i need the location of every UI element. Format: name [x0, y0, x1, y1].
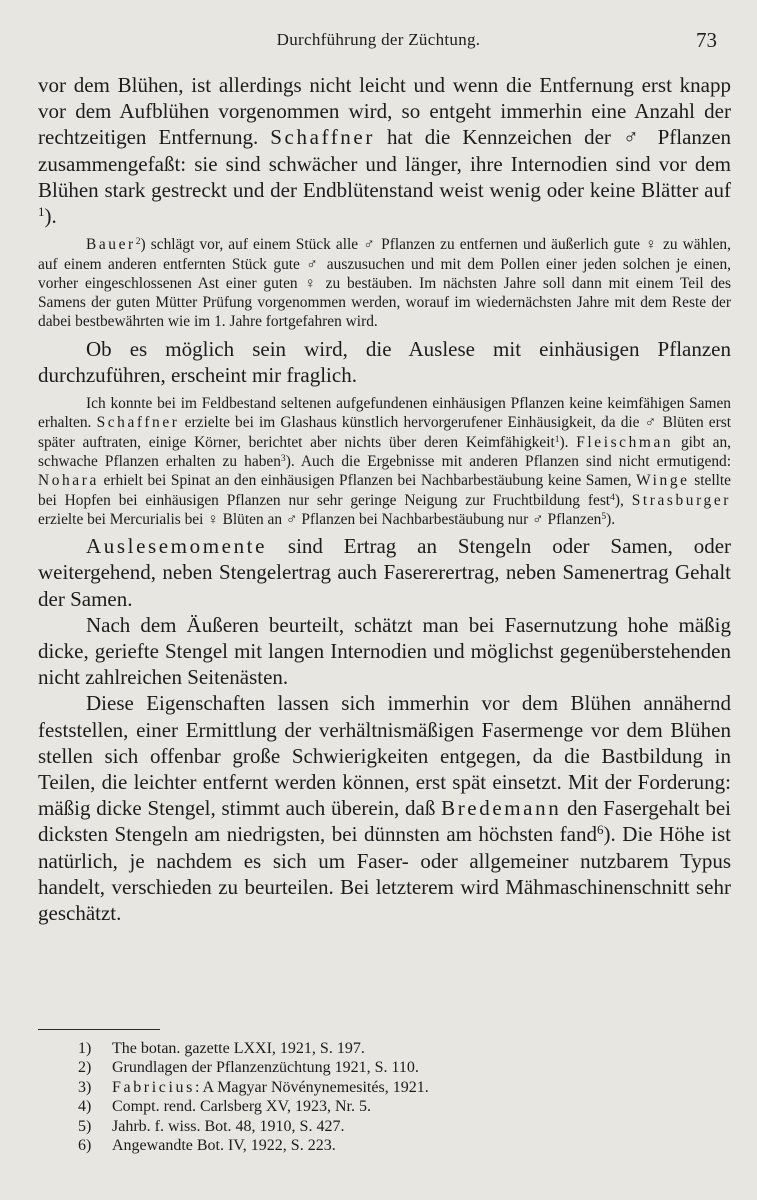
footnote-ref: 3 — [280, 452, 286, 464]
male-symbol: ♂ — [285, 510, 298, 528]
note-part: zu wählen, auf einem anderen entfernten Stück gute — [38, 236, 731, 273]
female-symbol: ♀ — [207, 510, 219, 528]
main-text — [38, 72, 731, 926]
footnote-ref: 5 — [601, 510, 607, 522]
footnote-ref: 6 — [597, 822, 604, 838]
note-part: stellte bei Hopfen bei einhäusigen Pflanzen nur sehr geringe Neigung zur Fruchtbildung fest — [38, 472, 731, 509]
author-name: Nohara — [38, 472, 99, 490]
author-name: Fabricius — [112, 1078, 195, 1096]
male-symbol: ♂ — [532, 510, 544, 528]
note-part: auszusuchen und mit dem Pollen einer jeden solchen je einen, vorher eingeschlossenen Ast einer guten — [38, 255, 731, 292]
paragraph-2: Ob es möglich sein wird, die Auslese mit einhäusigen Pflanzen durchzuführen, erscheint mir fraglich. — [38, 336, 731, 387]
paragraph-5-part: den Fasergehalt bei dicksten Stengeln am niedrigsten, bei dünnsten am höchsten fand — [38, 796, 731, 847]
author-name: Schaffner — [96, 414, 180, 432]
paragraph-5-part: Diese Eigenschaften lassen sich immerhin vor dem Blühen annähernd feststellen, einer Ermittlung der verhältnismäßigen Fasermenge vor dem Blühen stellen sich offenbar große Schwierigkeiten entgegen, da die Bastbildung in Teilen, die leichter entfernt werden können, erst spät einsetzt. Mit der Forderung: mäßig dicke Stengel, stimmt auch überein, daß — [38, 691, 731, 821]
paragraph-1-part: Pflanzen zusammengefaßt: sie sind schwächer und länger, ihre Internodien sind vor dem Blühen stark gestreckt und der Endblütenstand weist wenig oder keine Blätter auf — [38, 125, 732, 202]
footnote-text: Jahrb. f. wiss. Bot. 48, 1910, S. 427. — [112, 1117, 345, 1135]
note-2 — [38, 394, 731, 529]
footnote-ref: 2 — [135, 235, 141, 247]
footnote-ref: 1 — [38, 203, 45, 219]
male-symbol: ♂ — [622, 125, 646, 150]
footnote-mark: 3) — [78, 1078, 92, 1096]
footnote — [78, 1136, 429, 1155]
author-name: Bredemann — [441, 796, 562, 821]
punctuation: ). — [44, 204, 57, 229]
male-symbol: ♂ — [306, 255, 321, 273]
author-name: Fleischman — [576, 433, 674, 451]
footnote — [78, 1058, 429, 1077]
female-symbol: ♀ — [304, 274, 319, 292]
note-part: erhielt bei Spinat an den einhäusigen Pflanzen bei Nachbarbestäubung keine Samen, — [103, 472, 632, 490]
punctuation: ). — [606, 510, 616, 528]
footnote-divider — [38, 1029, 160, 1030]
footnote — [78, 1097, 429, 1116]
footnote-ref: 1 — [554, 433, 560, 445]
note-part: Pflanzen bei Nachbarbestäubung nur — [301, 510, 529, 528]
male-symbol: ♂ — [644, 414, 658, 432]
running-title: Durchführung der Züchtung. — [276, 30, 481, 49]
footnote — [78, 1039, 429, 1058]
footnotes — [78, 1039, 429, 1155]
male-symbol: ♂ — [363, 236, 377, 254]
paragraph-5 — [38, 690, 731, 926]
note-part: Blüten erst später auftraten, einige Körner, berichtet aber nichts über deren Keimfähigkeit — [38, 414, 732, 451]
footnote-mark: 4) — [78, 1098, 92, 1116]
paragraph-1-part: vor dem Blühen, ist allerdings nicht leicht und wenn die Entfernung erst knapp vor dem Aufblühen vorgenommen wird, so entgeht immerhin eine Anzahl der rechtzeitigen Entfernung. — [38, 73, 731, 150]
note-part: Pflanzen zu entfernen und äußerlich gute — [381, 236, 641, 254]
paragraph-5-part: ). Die Höhe ist natürlich, je nachdem es sich um Faser- oder allgemeiner nutzbarem Typus handelt, verschieden zu beurteilen. Bei letzterem wird Mähmaschinenschnitt sehr geschätzt. — [38, 822, 731, 926]
paragraph-1-part: hat die Kennzeichen der — [387, 125, 611, 150]
author-name: Winge — [636, 472, 690, 490]
punctuation: ), — [614, 491, 624, 509]
footnote-text: Compt. rend. Carlsberg XV, 1923, Nr. 5. — [112, 1098, 371, 1116]
paragraph-3 — [38, 533, 731, 612]
author-name: Strasburger — [631, 491, 731, 509]
note-part: Blüten an — [222, 510, 283, 528]
note-part: gibt an, schwache Pflanzen erhalten zu haben — [38, 433, 731, 470]
note-part: Ich konnte bei im Feldbestand seltenen aufgefundenen einhäusigen Pflanzen keine keimfähigen Samen erhalten. — [38, 395, 731, 432]
note-part: Pflanzen — [547, 510, 602, 528]
note-part: erzielte bei im Glashaus künstlich hervorgerufener Einhäusigkeit, da die — [184, 414, 640, 432]
page-number: 73 — [696, 28, 717, 52]
paragraph-4: Nach dem Äußeren beurteilt, schätzt man bei Fasernutzung hohe mäßig dicke, geriefte Stengel mit langen Internodien und möglichst gegenüberstehenden nicht zahlreichen Seitenästen. — [38, 612, 731, 690]
note-bauer — [38, 235, 731, 331]
author-name: Bauer — [86, 236, 136, 254]
footnote-text: Grundlagen der Pflanzenzüchtung 1921, S. 110. — [112, 1059, 419, 1077]
footnote-mark: 1) — [78, 1040, 92, 1057]
footnote-text: The botan. gazette LXXI, 1921, S. 197. — [112, 1040, 365, 1057]
note-part: ) schlägt vor, auf einem Stück alle — [140, 236, 359, 254]
footnote-ref: 4 — [610, 491, 615, 503]
footnote — [78, 1117, 429, 1136]
footnote-mark: 6) — [78, 1137, 92, 1155]
key-term: Auslesemomente — [86, 534, 268, 559]
footnote-mark: 2) — [78, 1059, 92, 1077]
footnote-text: Angewandte Bot. IV, 1922, S. 223. — [112, 1137, 336, 1155]
footnote-mark: 5) — [78, 1117, 92, 1135]
paragraph-1 — [38, 72, 731, 229]
footnote — [78, 1078, 429, 1097]
note-part: erzielte bei Mercurialis bei — [38, 510, 204, 528]
punctuation: ). — [559, 433, 569, 451]
note-part: zu bestäuben. Im nächsten Jahre soll dann mit einem Teil des Samens der guten Mütter Prüfung vorgenommen werden, worauf im wiedernächsten Jahre mit dem Reste der dabei bestbewährten wie im 1. Jahre fortgefahren wird. — [38, 274, 731, 331]
running-head — [38, 0, 719, 80]
footnote-text: : A Magyar Növénynemesités, 1921. — [194, 1078, 429, 1096]
paragraph-3-part: sind Ertrag an Stengeln oder Samen, oder weitergehend, neben Stengelertrag auch Fasererertrag, neben Samenertrag Gehalt der Samen. — [38, 534, 732, 611]
female-symbol: ♀ — [645, 236, 658, 254]
author-name: Schaffner — [270, 125, 375, 150]
note-part: ). Auch die Ergebnisse mit anderen Pflanzen sind nicht ermutigend: — [285, 453, 732, 470]
